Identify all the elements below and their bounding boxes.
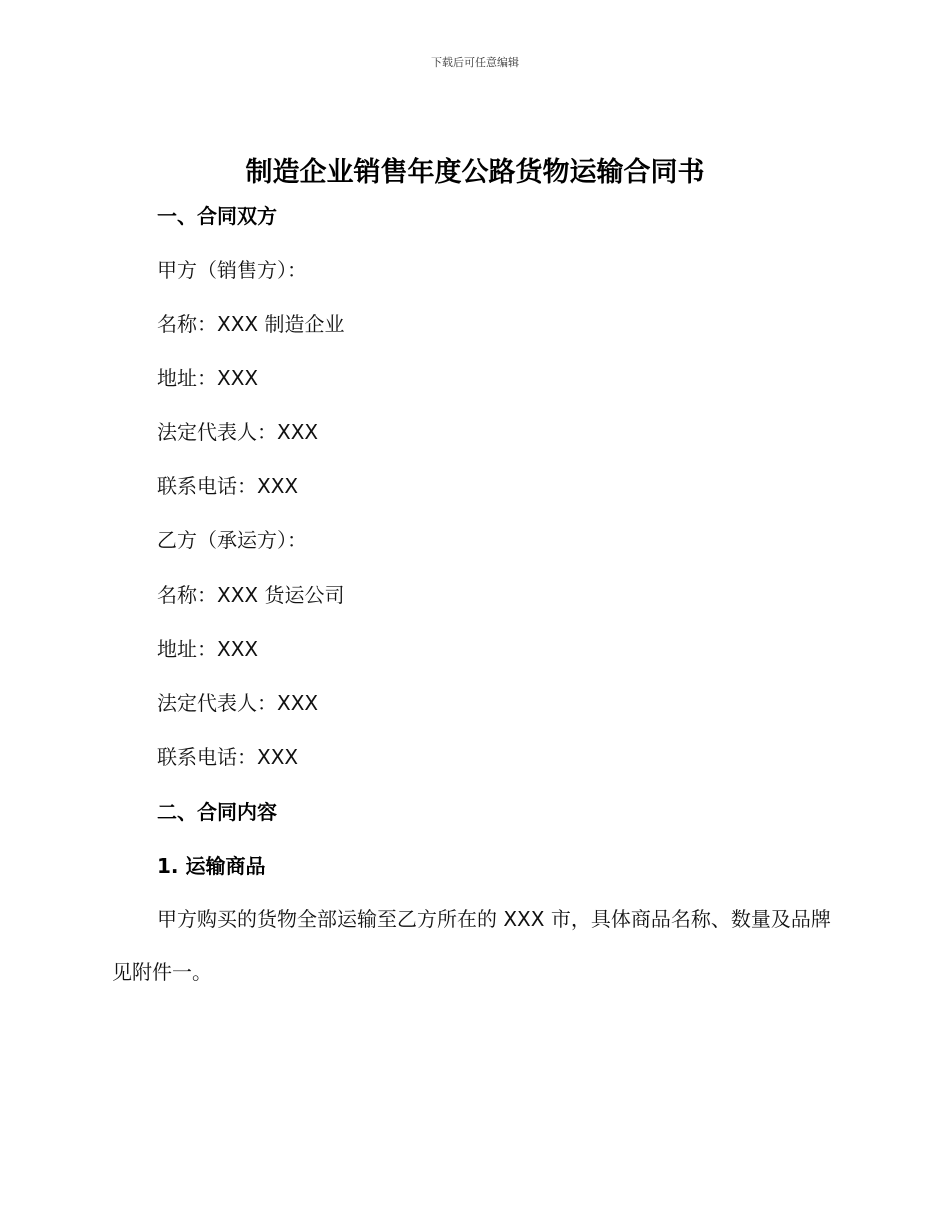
party-a-phone: 联系电话：XXX [157, 474, 299, 498]
paragraph-goods: 甲方购买的货物全部运输至乙方所在的 XXX 市，具体商品名称、数量及品牌见附件一。 [112, 907, 831, 984]
section-heading-parties: 一、合同双方 [157, 204, 277, 228]
party-b-heading: 乙方（承运方）： [157, 528, 307, 552]
document-title: 制造企业销售年度公路货物运输合同书 [245, 157, 705, 188]
party-a-address: 地址：XXX [157, 366, 259, 390]
party-a-representative: 法定代表人：XXX [157, 420, 319, 444]
header-note: 下载后可任意编辑 [431, 56, 519, 69]
party-a-heading: 甲方（销售方）： [157, 258, 307, 282]
subsection-heading-goods: 1. 运输商品 [157, 854, 266, 878]
party-b-representative: 法定代表人：XXX [157, 691, 319, 715]
party-a-name: 名称：XXX 制造企业 [157, 312, 345, 336]
party-b-address: 地址：XXX [157, 637, 259, 661]
section-heading-contents: 二、合同内容 [157, 800, 277, 824]
party-b-name: 名称：XXX 货运公司 [157, 583, 345, 607]
party-b-phone: 联系电话：XXX [157, 745, 299, 769]
